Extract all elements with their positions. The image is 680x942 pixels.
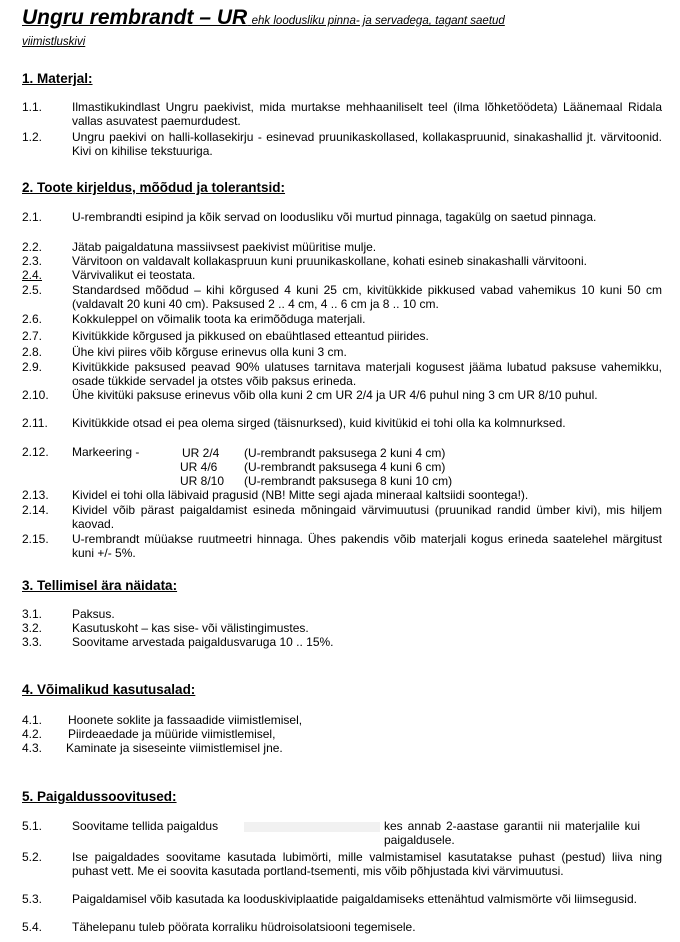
item-text: Tähelepanu tuleb pöörata korraliku hüdroisolatsiooni tegemisele. xyxy=(72,920,416,934)
item-text: Kivitükkide kõrgused ja pikkused on ebaühtlased etteantud piirides. xyxy=(72,329,429,343)
section-heading-kasutusalad: 4. Võimalikud kasutusalad: xyxy=(22,682,196,697)
item-text: Kokkuleppel on võimalik toota ka erimõõduga materjali. xyxy=(72,312,366,326)
section-heading-tellimisel: 3. Tellimisel ära näidata: xyxy=(22,578,178,593)
item-number: 2.15. xyxy=(22,532,49,546)
section-heading-toote-kirjeldus: 2. Toote kirjeldus, mõõdud ja tolerantsid: xyxy=(22,180,286,195)
section-heading-materjal: 1. Materjal: xyxy=(22,71,93,86)
item-text: Kasutuskoht – kas sise- või välistingimustes. xyxy=(72,621,309,635)
item-text: Ühe kivi piires võib kõrguse erinevus olla kuni 3 cm. xyxy=(72,345,347,359)
item-number: 2.3. xyxy=(22,254,43,268)
item-text: Paksus. xyxy=(72,607,115,621)
item-text: Soovitame tellida paigaldus xyxy=(72,819,219,833)
item-number: 1.1. xyxy=(22,100,43,114)
item-number: 2.11. xyxy=(22,416,48,430)
item-text: Ühe kivitüki paksuse erinevus võib olla kuni 2 cm UR 2/4 ja UR 4/6 puhul ning 3 cm UR 8/10 puhul. xyxy=(72,388,598,402)
item-text: Piirdeaedade ja müüride viimistlemisel, xyxy=(68,727,276,741)
item-number: 2.9. xyxy=(22,360,43,374)
item-number: 3.3. xyxy=(22,635,43,649)
item-text: Ise paigaldades soovitame kasutada lubimörti, mille valmistamisel kasutatakse puhast (pestud) liiva ning puhast vett. Me ei soovita kasutada portland-tsementi, mis võib põhjustada kivi värvimuutusi. xyxy=(72,850,662,878)
item-number: 3.1. xyxy=(22,607,43,621)
item-number: 2.13. xyxy=(22,488,49,502)
item-text: Standardsed mõõdud – kihi kõrgused 4 kuni 25 cm, kivitükkide pikkused vabad vahemikus 10 kuni 50 cm (valdavalt 20 kuni 40 cm). Paksused 2 .. 4 cm, 4 .. 6 cm ja 8 .. 10 cm. xyxy=(72,283,662,311)
item-number: 2.2. xyxy=(22,240,43,254)
item-number: 5.2. xyxy=(22,850,43,864)
item-text: Kivitükkide otsad ei pea olema sirged (täisnurksed), kuid kivitükid ei tohi olla ka kolmnurksed. xyxy=(72,416,566,430)
title-sub-continued: viimistluskivi xyxy=(22,36,86,48)
item-number: 4.2. xyxy=(22,727,43,741)
item-number: 2.6. xyxy=(22,312,43,326)
item-text: kes annab 2-aastase garantii nii materjalile kui paigaldusele. xyxy=(384,819,640,847)
item-text: Ilmastikukindlast Ungru paekivist, mida murtakse mehhaaniliselt teel (ilma lõhketöödeta) Läänemaal Ridala vallas asuvatest paemurdudest. xyxy=(72,100,662,128)
item-number: 2.14. xyxy=(22,503,49,517)
marking-desc: (U-rembrandt paksusega 2 kuni 4 cm) xyxy=(244,446,446,460)
item-number: 2.10. xyxy=(22,388,49,402)
item-number: 2.8. xyxy=(22,345,43,359)
item-number: 4.3. xyxy=(22,741,43,755)
document-title xyxy=(22,6,672,30)
item-text: Värvitoon on valdavalt kollakaspruun kuni pruunikaskollane, kohati esineb sinakashalli värvitooni. xyxy=(72,254,587,268)
item-number: 5.3. xyxy=(22,892,43,906)
item-text: Kividel ei tohi olla läbivaid pragusid (NB! Mitte segi ajada mineraal kaltsiidi soontega!). xyxy=(72,488,529,502)
item-text: Hoonete soklite ja fassaadide viimistlemisel, xyxy=(68,713,303,727)
marking-code: UR 4/6 xyxy=(180,460,218,474)
item-number: 2.7. xyxy=(22,329,43,343)
redacted-area xyxy=(244,822,380,832)
marking-code: UR 8/10 xyxy=(180,474,225,488)
title-sub: ehk loodusliku pinna- ja servadega, tagant saetud xyxy=(251,15,505,27)
item-number: 5.4. xyxy=(22,920,43,934)
item-number: 4.1. xyxy=(22,713,43,727)
item-number: 2.1. xyxy=(22,210,43,224)
item-text: Kaminate ja siseseinte viimistlemisel jne. xyxy=(66,741,283,755)
section-heading-paigaldussoovitused: 5. Paigaldussoovitused: xyxy=(22,789,177,804)
item-number: 2.5. xyxy=(22,283,43,297)
marking-desc: (U-rembrandt paksusega 4 kuni 6 cm) xyxy=(244,460,446,474)
item-text: U-rembrandti esipind ja kõik servad on loodusliku või murtud pinnaga, tagakülg on saetud pinnaga. xyxy=(72,210,597,224)
item-text: Markeering - xyxy=(72,445,140,459)
item-number: 2.4. xyxy=(22,268,43,282)
item-text: Soovitame arvestada paigaldusvaruga 10 .. 15%. xyxy=(72,635,334,649)
item-number: 5.1. xyxy=(22,819,43,833)
item-text: Kivitükkide paksused peavad 90% ulatuses tarnitava materjali kogusest jääma lubatud paksuse vahemikku, osade tükkide servadel ja otstes võib paksus erineda. xyxy=(72,360,662,388)
item-text: U-rembrandt müüakse ruutmeetri hinnaga. Ühes pakendis võib materjali kogus erineda saatelehel märgitust kuni +/- 5%. xyxy=(72,532,662,560)
marking-desc: (U-rembrandt paksusega 8 kuni 10 cm) xyxy=(244,474,453,488)
item-text: Ungru paekivi on halli-kollasekirju - esinevad pruunikaskollased, kollakaspruunid, sinakashallid jt. värvitoonid. Kivi on kihilise tekstuuriga. xyxy=(72,130,662,158)
item-number: 1.2. xyxy=(22,130,43,144)
item-text: Kividel võib pärast paigaldamist esineda mõningaid värvimuutusi (pruunikad randid ümber kivi), mis hiljem kaovad. xyxy=(72,503,662,531)
item-number: 3.2. xyxy=(22,621,43,635)
item-number: 2.12. xyxy=(22,445,49,459)
item-text: Paigaldamisel võib kasutada ka looduskiviplaatide paigaldamiseks ettenähtud valmismörte või liimsegusid. xyxy=(72,892,637,906)
title-main: Ungru rembrandt – UR xyxy=(22,6,248,29)
item-text: Värvivalikut ei teostata. xyxy=(72,268,196,282)
item-text: Jätab paigaldatuna massiivsest paekivist müüritise mulje. xyxy=(72,240,377,254)
marking-code: UR 2/4 xyxy=(182,446,220,460)
